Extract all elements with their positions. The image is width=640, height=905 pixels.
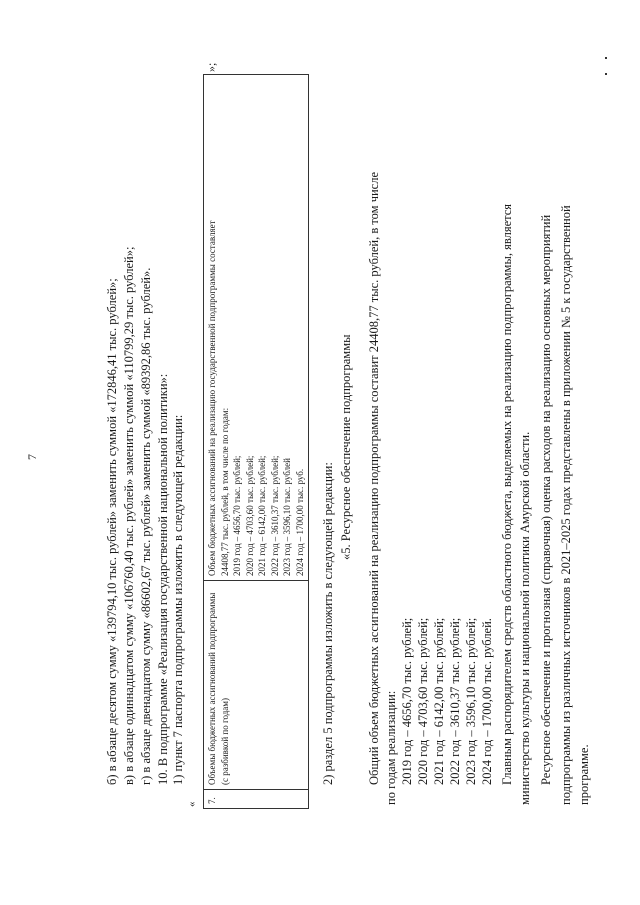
scan-dot	[605, 73, 607, 75]
table-line: 2021 год – 6142,00 тыс. рублей;	[257, 455, 267, 576]
year-line: 2023 год – 3596,10 тыс. рублей;	[464, 617, 478, 785]
text-line: подпрограммы из различных источников в 2021–2025 годах представлены в приложении № 5 к государственной	[559, 205, 573, 805]
table-line: Объем бюджетных ассигнований на реализацию государственной подпрограммы составляет	[207, 220, 217, 576]
text-line: 1) пункт 7 паспорта подпрограммы изложить в следующей редакции:	[171, 414, 185, 785]
scan-dot	[605, 57, 607, 59]
text-line: программе.	[577, 744, 591, 805]
close-quote: »;	[204, 62, 218, 72]
year-line: 2019 год – 4656,70 тыс. рублей;	[400, 617, 414, 785]
year-line: 2022 год – 3610,37 тыс. рублей;	[448, 617, 462, 785]
text-line: Ресурсное обеспечение и прогнозная (справочная) оценка расходов на реализацию основных мероприятий	[539, 214, 553, 785]
table-line: 2022 год – 3610,37 тыс. рублей;	[269, 455, 280, 576]
table-cell-content	[204, 75, 309, 581]
table-row	[204, 75, 309, 809]
table-cell-num: 7.	[204, 790, 309, 809]
text-line: Общий объем бюджетных ассигнований на реализацию подпрограммы составит 24408,77 тыс. рублей, в том числе	[367, 171, 381, 785]
passport-table	[203, 74, 309, 809]
year-line: 2020 год – 4703,60 тыс. рублей;	[416, 617, 430, 785]
open-quote: «	[186, 801, 198, 807]
text-line: б) в абзаце десятом сумму «139794,10 тыс. рублей» заменить суммой «172846,41 тыс. рублей»;	[105, 278, 119, 785]
table-line: 2023 год – 3596,10 тыс. рублей	[282, 458, 292, 576]
text-line: 10. В подпрограмме «Реализация государственной национальной политики»:	[156, 373, 170, 785]
section-heading: «5. Ресурсное обеспечение подпрограммы	[339, 334, 353, 560]
text-line: по годам реализации:	[384, 690, 398, 805]
table-line: 2024 год – 1700,00 тыс. руб.	[294, 468, 305, 576]
table-line: 2019 год – 4656,70 тыс. рублей;	[232, 455, 242, 576]
table-line: 24408,77 тыс. рублей, в том числе по годам:	[219, 407, 230, 576]
table-line: 2020 год – 4703,60 тыс. рублей;	[244, 455, 255, 576]
table-cell-label: Объемы бюджетных ассигнований подпрограммы (с разбивкой по годам)	[204, 581, 309, 790]
year-line: 2024 год – 1700,00 тыс. рублей.	[480, 618, 494, 785]
text-line: Главным распорядителем средств областного бюджета, выделяемых на реализацию подпрограммы, является	[500, 203, 514, 785]
text-line: министерство культуры и национальной политики Амурской области.	[518, 431, 532, 805]
year-line: 2021 год – 6142,00 тыс. рублей;	[432, 617, 446, 785]
text-line: в) в абзаце одиннадцатом сумму «106760,40 тыс. рублей» заменить суммой «110799,29 тыс. рублей»;	[122, 246, 136, 785]
text-line: г) в абзаце двенадцатом сумму «86602,67 тыс. рублей» заменить суммой «89392,86 тыс. рублей».	[139, 267, 153, 785]
page-number: 7	[25, 454, 39, 460]
text-line: 2) раздел 5 подпрограммы изложить в следующей редакции:	[321, 462, 335, 785]
